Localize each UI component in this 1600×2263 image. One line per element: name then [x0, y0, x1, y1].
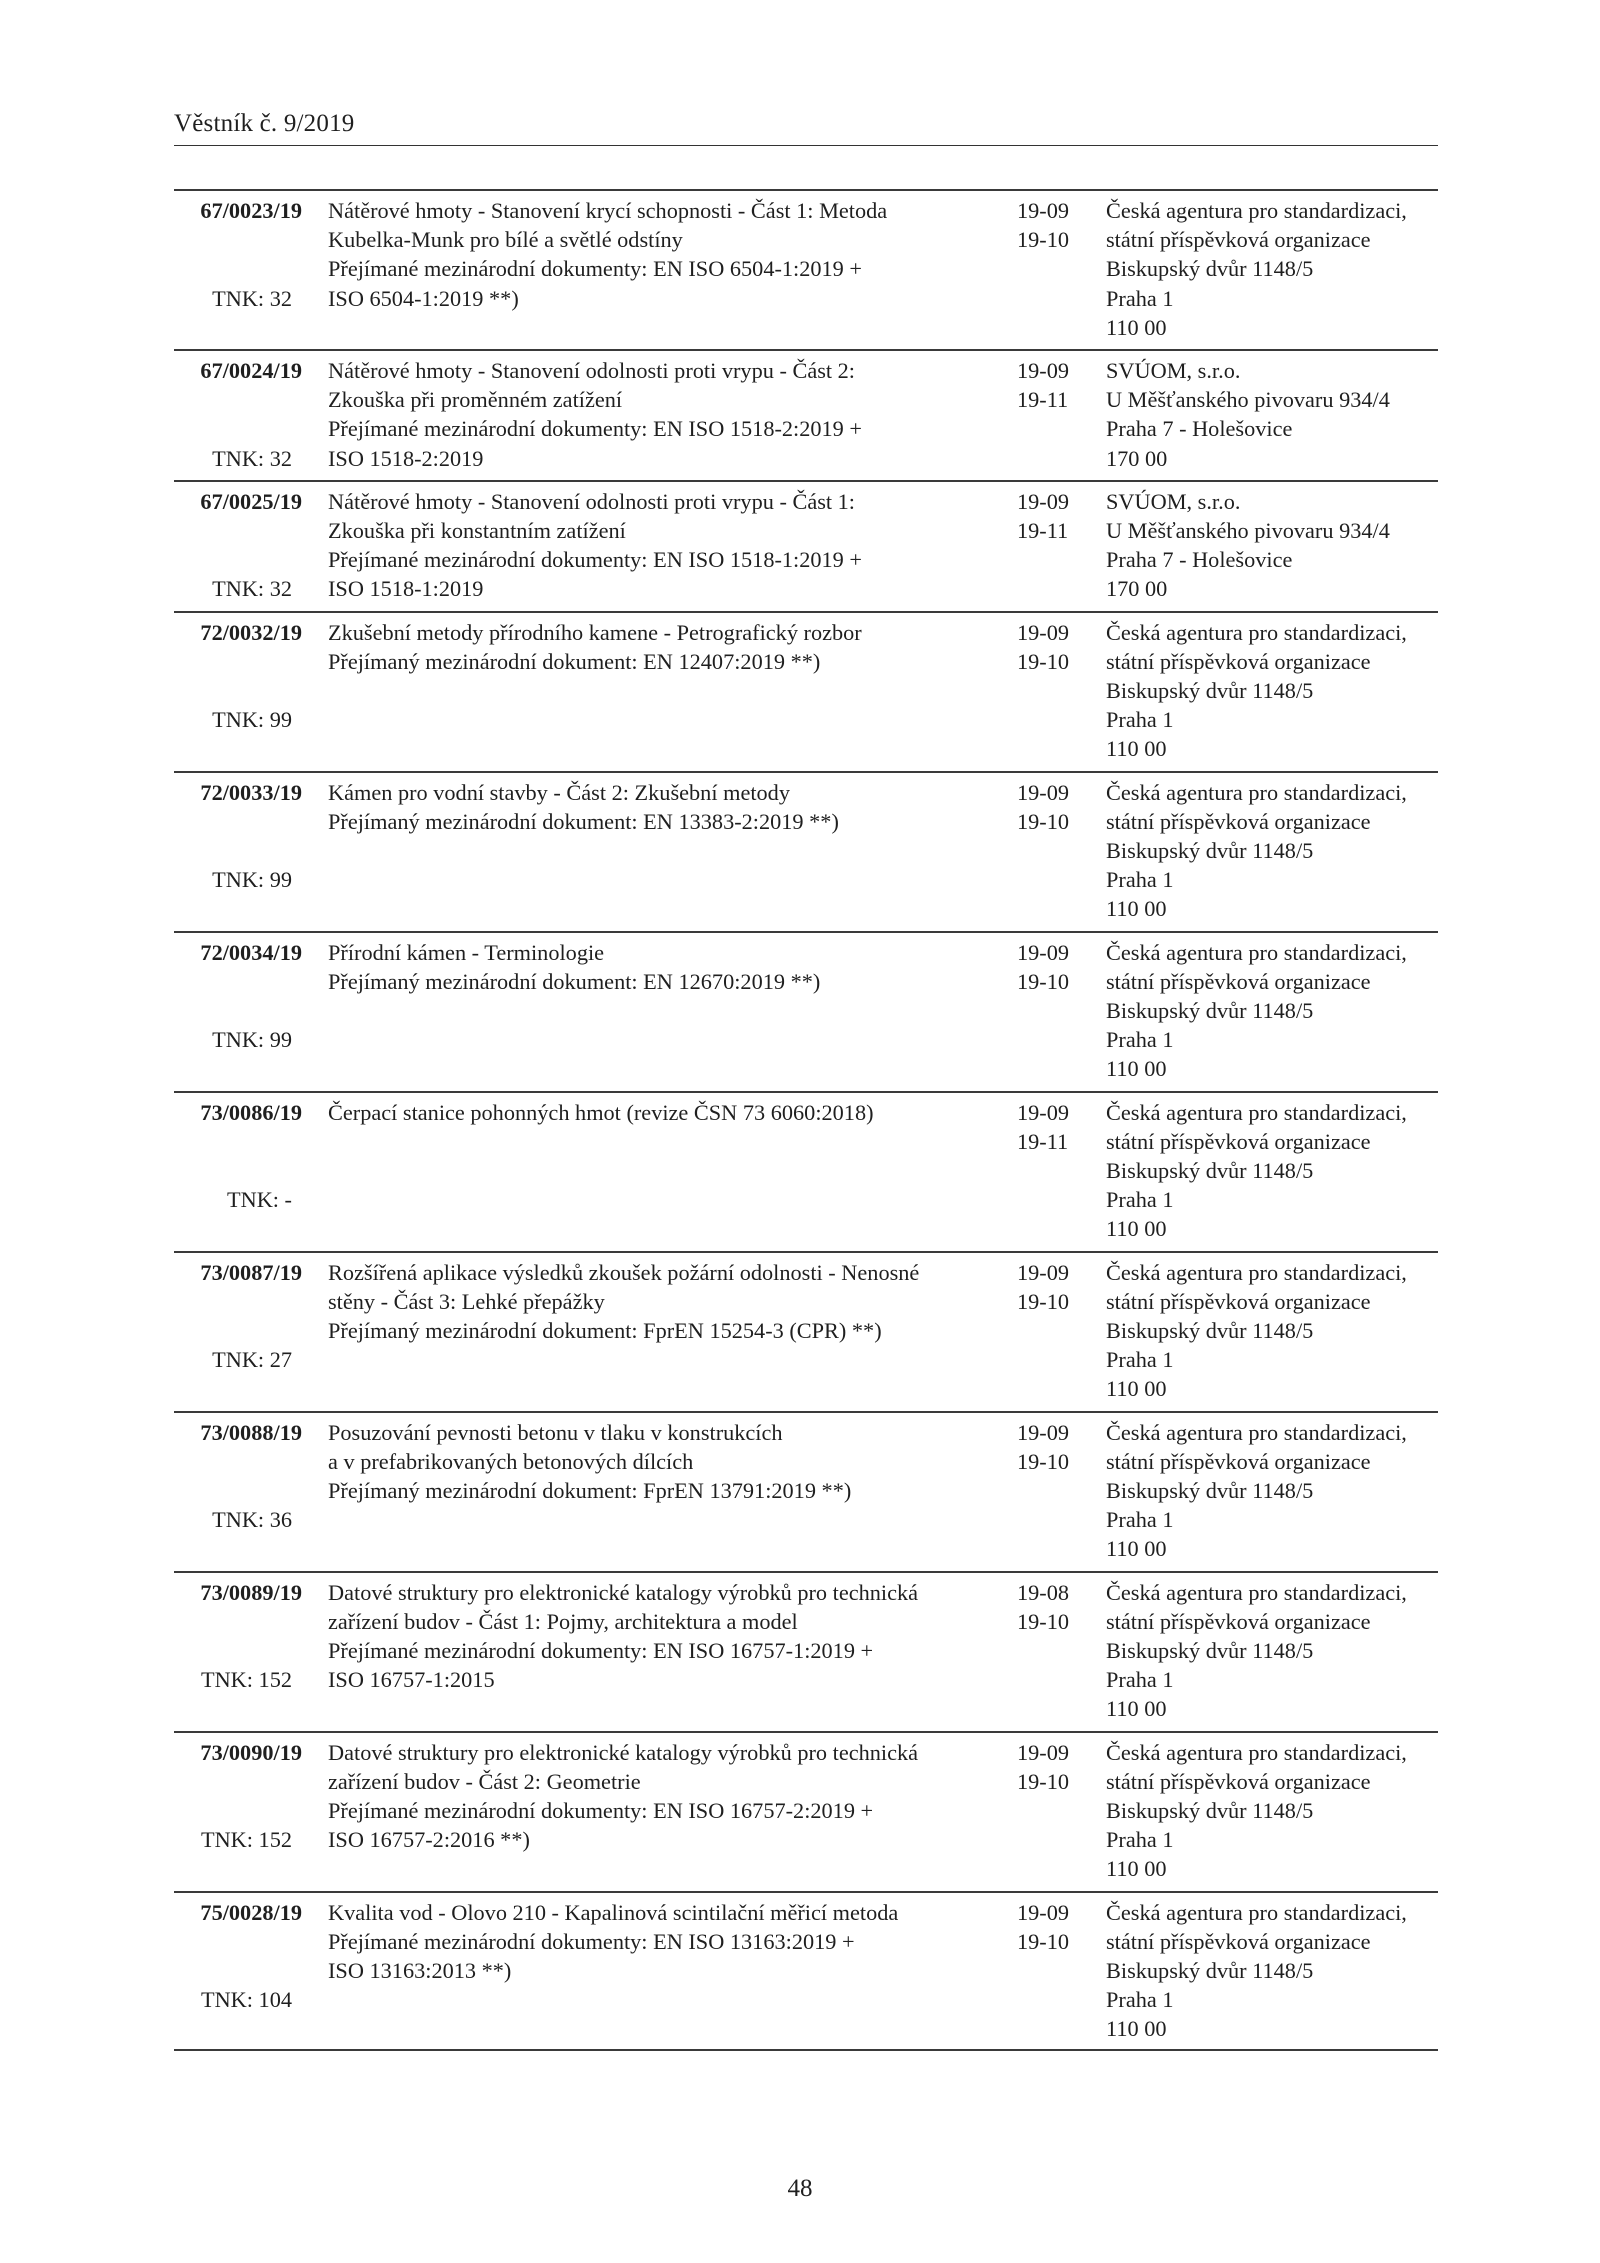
standard-code: 73/0087/19: [200, 1259, 302, 1285]
header-divider: [174, 145, 1438, 146]
org-line: 110 00: [1106, 896, 1167, 922]
org-line: státní příspěvková organizace: [1106, 1128, 1371, 1154]
date-line: 19-11: [1017, 387, 1069, 413]
standard-code: 73/0086/19: [200, 1099, 302, 1125]
org-line: 110 00: [1106, 1216, 1167, 1242]
date-line: 19-09: [1017, 1899, 1070, 1925]
standard-title: [328, 196, 1008, 313]
standard-code: 75/0028/19: [200, 1899, 302, 1925]
tnk-label: TNK: 32: [212, 445, 292, 471]
standard-title: [328, 1098, 1008, 1127]
org-line: Praha 1: [1106, 285, 1174, 311]
table-row: [174, 1571, 1438, 1731]
processor-organization: [1106, 196, 1446, 342]
title-line: Přejímané mezinárodní dokumenty: EN ISO 1518-1:2019 +: [328, 547, 862, 573]
org-line: státní příspěvková organizace: [1106, 808, 1371, 834]
processor-organization: [1106, 1098, 1446, 1244]
standard-code: 73/0090/19: [200, 1739, 302, 1765]
org-line: 110 00: [1106, 1056, 1167, 1082]
org-line: státní příspěvková organizace: [1106, 1928, 1371, 1954]
org-line: 110 00: [1106, 1696, 1167, 1722]
org-line: státní příspěvková organizace: [1106, 1288, 1371, 1314]
page-number: 48: [787, 2175, 813, 2202]
org-line: 170 00: [1106, 445, 1168, 471]
org-line: Praha 1: [1106, 1347, 1174, 1373]
processor-organization: [1106, 1258, 1446, 1404]
standard-dates: [1017, 1738, 1097, 1796]
date-line: 19-09: [1017, 1099, 1070, 1125]
standard-code: 67/0024/19: [200, 358, 302, 383]
org-line: Česká agentura pro standardizaci,: [1106, 1099, 1407, 1125]
title-line: Přejímaný mezinárodní dokument: EN 12407:2019 **): [328, 648, 821, 674]
title-line: Přejímané mezinárodní dokumenty: EN ISO 1518-2:2019 +: [328, 416, 862, 442]
title-line: Přejímaný mezinárodní dokument: EN 12670:2019 **): [328, 968, 821, 994]
org-line: státní příspěvková organizace: [1106, 227, 1371, 253]
org-line: Česká agentura pro standardizaci,: [1106, 619, 1407, 645]
title-line: Přírodní kámen - Terminologie: [328, 939, 605, 965]
date-line: 19-09: [1017, 1419, 1070, 1445]
standard-title: [328, 1258, 1008, 1346]
standard-title: [328, 487, 1008, 604]
processor-organization: [1106, 1738, 1446, 1884]
table-row: [174, 611, 1438, 771]
standard-code: 73/0088/19: [200, 1419, 302, 1445]
bulletin-header: Věstník č. 9/2019: [174, 110, 355, 137]
org-line: Praha 1: [1106, 1827, 1174, 1853]
org-line: 110 00: [1106, 1536, 1167, 1562]
org-line: státní příspěvková organizace: [1106, 1768, 1371, 1794]
org-line: Praha 1: [1106, 1187, 1174, 1213]
org-line: Praha 1: [1106, 1667, 1174, 1693]
table-row: [174, 771, 1438, 931]
org-line: Česká agentura pro standardizaci,: [1106, 1739, 1407, 1765]
processor-organization: [1106, 487, 1446, 604]
org-line: Praha 1: [1106, 1507, 1174, 1533]
date-line: 19-10: [1017, 808, 1070, 834]
date-line: 19-10: [1017, 648, 1070, 674]
date-line: 19-09: [1017, 939, 1070, 965]
processor-organization: [1106, 1418, 1446, 1564]
title-line: Nátěrové hmoty - Stanovení odolnosti proti vrypu - Část 2:: [328, 358, 856, 383]
title-line: Zkušební metody přírodního kamene - Petrografický rozbor: [328, 619, 862, 645]
org-line: 110 00: [1106, 314, 1167, 340]
title-line: ISO 1518-1:2019: [328, 576, 484, 602]
date-line: 19-09: [1017, 488, 1070, 514]
processor-organization: [1106, 356, 1446, 473]
org-line: Biskupský dvůr 1148/5: [1106, 1638, 1314, 1663]
date-line: 19-09: [1017, 1259, 1070, 1285]
date-line: 19-09: [1017, 619, 1070, 645]
standard-code: 72/0033/19: [200, 779, 302, 805]
tnk-label: TNK: 32: [212, 285, 292, 311]
standard-dates: [1017, 1098, 1097, 1156]
table-row: [174, 1091, 1438, 1251]
title-line: Nátěrové hmoty - Stanovení krycí schopnosti - Část 1: Metoda: [328, 198, 888, 223]
org-line: Biskupský dvůr 1148/5: [1106, 838, 1314, 863]
title-line: Posuzování pevnosti betonu v tlaku v konstrukcích: [328, 1419, 783, 1445]
tnk-label: TNK: 152: [200, 1827, 292, 1853]
date-line: 19-11: [1017, 1128, 1069, 1154]
standard-code: 67/0023/19: [200, 198, 302, 223]
org-line: Česká agentura pro standardizaci,: [1106, 1259, 1407, 1285]
org-line: Praha 7 - Holešovice: [1106, 547, 1293, 573]
table-row: [174, 1891, 1438, 2051]
standard-dates: [1017, 1578, 1097, 1636]
tnk-label: TNK: 27: [212, 1347, 292, 1373]
table-row: [174, 931, 1438, 1091]
standard-dates: [1017, 1898, 1097, 1956]
org-line: 110 00: [1106, 1856, 1167, 1882]
org-line: Biskupský dvůr 1148/5: [1106, 1158, 1314, 1183]
title-line: Přejímané mezinárodní dokumenty: EN ISO 16757-2:2019 +: [328, 1798, 874, 1823]
org-line: Česká agentura pro standardizaci,: [1106, 779, 1407, 805]
standard-dates: [1017, 487, 1097, 545]
tnk-label: TNK: 36: [212, 1507, 292, 1533]
title-line: ISO 1518-2:2019: [328, 445, 484, 471]
table-row: [174, 189, 1438, 349]
table-row: [174, 1411, 1438, 1571]
title-line: Kvalita vod - Olovo 210 - Kapalinová scintilační měřicí metoda: [328, 1899, 899, 1925]
date-line: 19-10: [1017, 1928, 1070, 1954]
org-line: SVÚOM, s.r.o.: [1106, 488, 1241, 514]
org-line: SVÚOM, s.r.o.: [1106, 358, 1241, 383]
standard-code: 72/0032/19: [200, 619, 302, 645]
date-line: 19-09: [1017, 358, 1070, 383]
standard-title: [328, 1738, 1008, 1855]
title-line: stěny - Část 3: Lehké přepážky: [328, 1288, 605, 1314]
tnk-label: TNK: 99: [212, 707, 292, 733]
tnk-label: TNK: 32: [212, 576, 292, 602]
org-line: Biskupský dvůr 1148/5: [1106, 1958, 1314, 1983]
title-line: Přejímané mezinárodní dokumenty: EN ISO 16757-1:2019 +: [328, 1638, 874, 1663]
date-line: 19-11: [1017, 518, 1069, 543]
table-row: [174, 1731, 1438, 1891]
org-line: Biskupský dvůr 1148/5: [1106, 1318, 1314, 1343]
standard-title: [328, 618, 1008, 676]
processor-organization: [1106, 778, 1446, 924]
standard-dates: [1017, 356, 1097, 414]
standard-title: [328, 1898, 1008, 1986]
standard-code: 72/0034/19: [200, 939, 302, 965]
processor-organization: [1106, 618, 1446, 764]
org-line: Praha 1: [1106, 1987, 1174, 2013]
title-line: ISO 16757-2:2016 **): [328, 1827, 530, 1853]
title-line: Datové struktury pro elektronické katalogy výrobků pro technická: [328, 1579, 919, 1605]
title-line: ISO 6504-1:2019 **): [328, 285, 519, 311]
title-line: Kámen pro vodní stavby - Část 2: Zkušební metody: [328, 779, 790, 805]
org-line: Biskupský dvůr 1148/5: [1106, 1478, 1314, 1503]
title-line: Přejímaný mezinárodní dokument: EN 13383-2:2019 **): [328, 808, 839, 834]
tnk-label: TNK: -: [226, 1187, 292, 1213]
date-line: 19-10: [1017, 968, 1070, 994]
org-line: 110 00: [1106, 736, 1167, 762]
processor-organization: [1106, 1578, 1446, 1724]
tnk-label: TNK: 104: [200, 1987, 292, 2013]
standard-code: 67/0025/19: [200, 488, 302, 514]
title-line: Přejímaný mezinárodní dokument: FprEN 13791:2019 **): [328, 1478, 852, 1503]
processor-organization: [1106, 938, 1446, 1084]
org-line: Česká agentura pro standardizaci,: [1106, 939, 1407, 965]
title-line: Datové struktury pro elektronické katalogy výrobků pro technická: [328, 1739, 919, 1765]
tnk-label: TNK: 99: [212, 867, 292, 893]
org-line: Biskupský dvůr 1148/5: [1106, 678, 1314, 703]
title-line: a v prefabrikovaných betonových dílcích: [328, 1448, 694, 1474]
tnk-label: TNK: 99: [212, 1027, 292, 1053]
title-line: Přejímané mezinárodní dokumenty: EN ISO 13163:2019 +: [328, 1928, 855, 1954]
org-line: Biskupský dvůr 1148/5: [1106, 1798, 1314, 1823]
org-line: státní příspěvková organizace: [1106, 968, 1371, 994]
standard-dates: [1017, 1418, 1097, 1476]
tnk-label: TNK: 152: [200, 1667, 292, 1693]
table-row: [174, 480, 1438, 611]
standard-title: [328, 938, 1008, 996]
table-row: [174, 1251, 1438, 1411]
title-line: Rozšířená aplikace výsledků zkoušek požární odolnosti - Nenosné: [328, 1259, 920, 1285]
title-line: Čerpací stanice pohonných hmot (revize ČSN 73 6060:2018): [328, 1099, 874, 1125]
org-line: Biskupský dvůr 1148/5: [1106, 998, 1314, 1023]
title-line: Kubelka-Munk pro bílé a světlé odstíny: [328, 227, 683, 253]
title-line: Zkouška při konstantním zatížení: [328, 518, 626, 543]
org-line: 110 00: [1106, 1376, 1167, 1402]
title-line: Přejímané mezinárodní dokumenty: EN ISO 6504-1:2019 +: [328, 256, 862, 282]
org-line: Biskupský dvůr 1148/5: [1106, 256, 1314, 282]
title-line: Nátěrové hmoty - Stanovení odolnosti proti vrypu - Část 1:: [328, 488, 856, 514]
date-line: 19-08: [1017, 1579, 1070, 1605]
title-line: zařízení budov - Část 2: Geometrie: [328, 1768, 641, 1794]
org-line: 110 00: [1106, 2016, 1167, 2042]
org-line: U Měšťanského pivovaru 934/4: [1106, 387, 1390, 413]
date-line: 19-09: [1017, 779, 1070, 805]
org-line: U Měšťanského pivovaru 934/4: [1106, 518, 1390, 543]
date-line: 19-10: [1017, 1288, 1070, 1314]
org-line: Česká agentura pro standardizaci,: [1106, 1899, 1407, 1925]
standards-table: [174, 189, 1438, 2051]
org-line: státní příspěvková organizace: [1106, 1608, 1371, 1634]
table-row: [174, 349, 1438, 480]
standard-dates: [1017, 938, 1097, 996]
date-line: 19-10: [1017, 1768, 1070, 1794]
org-line: státní příspěvková organizace: [1106, 1448, 1371, 1474]
standard-code: 73/0089/19: [200, 1579, 302, 1605]
date-line: 19-10: [1017, 227, 1070, 253]
processor-organization: [1106, 1898, 1446, 2044]
date-line: 19-10: [1017, 1448, 1070, 1474]
title-line: ISO 13163:2013 **): [328, 1958, 512, 1983]
title-line: Přejímaný mezinárodní dokument: FprEN 15254-3 (CPR) **): [328, 1318, 882, 1343]
standard-title: [328, 356, 1008, 473]
title-line: ISO 16757-1:2015: [328, 1667, 495, 1693]
org-line: Praha 1: [1106, 707, 1174, 733]
org-line: Praha 1: [1106, 867, 1174, 893]
date-line: 19-10: [1017, 1608, 1070, 1634]
title-line: Zkouška při proměnném zatížení: [328, 387, 623, 413]
org-line: Praha 1: [1106, 1027, 1174, 1053]
standard-title: [328, 778, 1008, 836]
standard-dates: [1017, 778, 1097, 836]
org-line: Praha 7 - Holešovice: [1106, 416, 1293, 442]
date-line: 19-09: [1017, 198, 1070, 223]
title-line: zařízení budov - Část 1: Pojmy, architektura a model: [328, 1608, 798, 1634]
standard-title: [328, 1578, 1008, 1695]
standard-dates: [1017, 618, 1097, 676]
standard-dates: [1017, 196, 1097, 254]
org-line: Česká agentura pro standardizaci,: [1106, 1579, 1407, 1605]
standard-dates: [1017, 1258, 1097, 1316]
org-line: 170 00: [1106, 576, 1168, 602]
standard-title: [328, 1418, 1008, 1506]
org-line: státní příspěvková organizace: [1106, 648, 1371, 674]
org-line: Česká agentura pro standardizaci,: [1106, 1419, 1407, 1445]
date-line: 19-09: [1017, 1739, 1070, 1765]
org-line: Česká agentura pro standardizaci,: [1106, 198, 1407, 223]
